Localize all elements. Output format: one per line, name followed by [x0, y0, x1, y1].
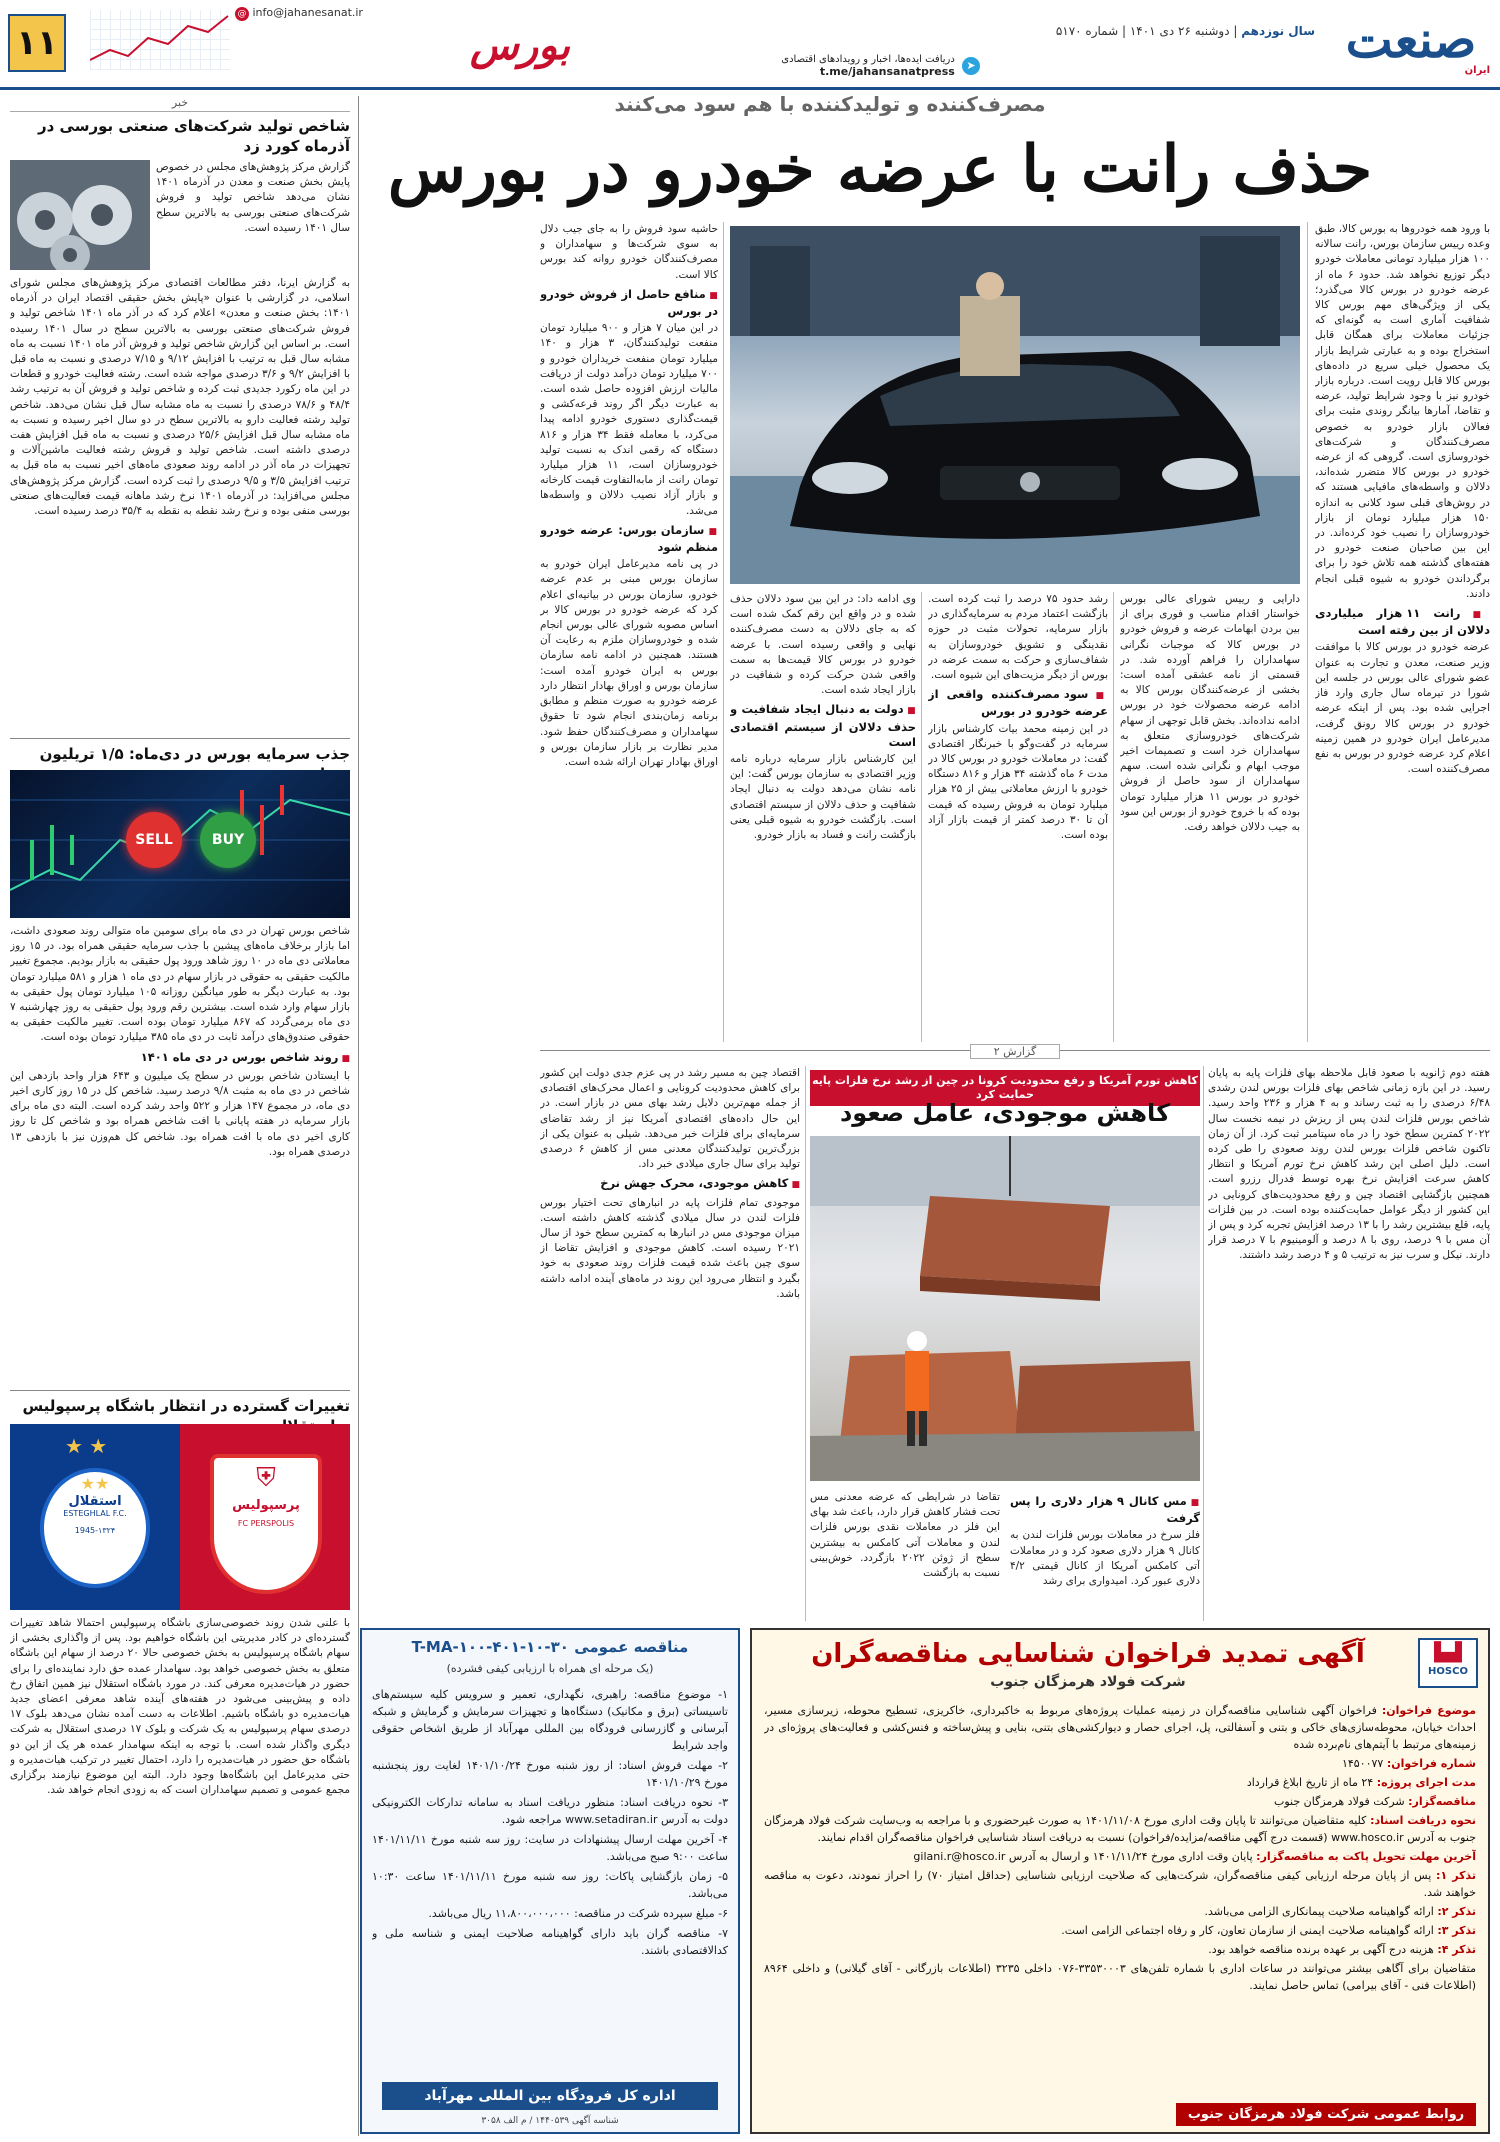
car-illustration: [730, 226, 1300, 584]
airport-item: ۴- آخرین مهلت ارسال پیشنهادات در سایت: روز سه شنبه مورخ ۱۴۰۱/۱۱/۱۱ ساعت ۹:۰۰ صبح می‌باشد.: [372, 1833, 728, 1863]
main-col-4: وی ادامه داد: در این بین سود دلالان حذف شده و در واقع این رقم کمک شده است که به جای دلالان به دست مصرف‌کننده نهایی و واقعی رسیده است. با عرضه خودرو در بورس کالا قیمت‌ها به سمت واقعی شدن حرکت کرده و شفافیت در بازار ایجاد شده است. ■ دولت به دنبال ایجاد شفافیت و حذف دلالان از سیستم اقتصادی است این کارشناس بازار سرمایه درباره نامه وزیر اقتصادی به سازمان بورس گفت: این نامه نشان می‌دهد دولت به دنبال ایجاد شفافیت و حذف دلالان از سیستم اقتصادی است. بازگشت خودرو به شیوه قبلی یعنی بازگشت رانت و فساد به بازار خودرو.: [730, 592, 916, 1042]
logo-text: صنعت: [1345, 10, 1477, 69]
main-col5-subhead-1: ■ منافع حاصل از فروش خودرو در بورس: [540, 287, 718, 319]
airport-item: ۲- مهلت فروش اسناد: از روز شنبه مورخ ۱۴۰۱/۱۰/۲۴ لغایت روز پنجشنبه مورخ ۱۴۰۱/۱۰/۲۹: [372, 1759, 728, 1789]
report-caption-1: ■ مس کانال ۹ هزار دلاری را پس گرفت فلز سرخ در معاملات بورس فلزات لندن به کانال ۹ هزار دلاری صعود کرد و در معاملات آتی کامکس آمریکا از کانال قیمتی ۴/۲ دلاری عبور کرد. امیدواری برای رشد: [1010, 1490, 1200, 1620]
sidebar-story1-lead: گزارش مرکز پژوهش‌های مجلس در خصوص پایش بخش صنعت و معدن در آذرماه ۱۴۰۱ نشان می‌دهد شاخص تولید و فروش شرکت‌های صنعتی بورسی به بالاترین سطح سال ۱۴۰۱ رسیده است.: [156, 161, 350, 234]
telegram-block[interactable]: [781, 54, 980, 78]
sidebar-story1-body: به گزارش ایرنا، دفتر مطالعات اقتصادی مرکز پژوهش‌های مجلس شورای اسلامی، در گزارشی با عنوان «پایش بخش حقیقی اقتصاد ایران در آذرماه ۱۴۰۱: بخش صنعت و معدن» اعلام کرد که در آذر ماه ۱۴۰۱ شاخص تولید و فروش شرکت‌های صنعتی بورسی به بالاترین سطح در سال ۱۴۰۱ رسیده است. بر اساس این گزارش شاخص تولید و فروش آذر ماه ۱۴۰۱ نسبت به ماه مشابه سال قبل به ترتیب با افزایش ۹/۱۲ و ۷/۱۵ درصدی و نسبت به ماه قبل با افزایش ۹/۲ و ۳/۶ درصدی مواجه شده است. رشته فعالیت خودرو و قطعات در این ماه رکورد جدیدی ثبت کرده و شاخص تولید و فروش آن به ترتیب رشد ۴۸/۴ و ۷۸/۶ درصدی را نسبت به ماه مشابه سال قبل نشان می‌دهد. شاخص تولید رشته فعالیت دارو به بالاترین سطح در دو سال اخیر رسیده و نسبت به ماه مشابه سال قبل افزایش ۲۵/۶ درصدی و نسبت به ماه قبل افزایش هفت درصدی داشته است. شاخص تولید و فروش رشته فعالیت ماشین‌آلات و تجهیزات در ماه آذر در ادامه روند صعودی ماه‌های اخیر نسبت به ماه قبل به ترتیب افزایش ۳/۵ و ۹/۵ درصدی را ثبت کرده است. گزارش مرکز پژوهش‌های مجلس می‌افزاید: در آذرماه ۱۴۰۱ نرخ رشد ماهانه قیمت فعالیت‌های صنعتی بورسی منفی بوده و نرخ رشد نقطه به نقطه به ۳۵/۴ درصد رسیده است.: [10, 277, 350, 518]
logo: [1336, 10, 1490, 76]
hosco-footer: روابط عمومی شرکت فولاد هرمزگان جنوب: [1176, 2103, 1476, 2126]
sidebar-story3-body: با علنی شدن روند خصوصی‌سازی باشگاه پرسپولیس احتمالا شاهد تغییرات گسترده‌ای در کادر مدیریتی این باشگاه خواهیم بود. پس از واگذاری بخشی از سهام باشگاه پرسپولیس به بخش خصوصی حالا ۲۰ درصد از سهام این باشگاه متعلق به بخش خصوصی خواهد بود. سهامدار عمده حق دارد نماینده‌ای را برای حضور در هیات‌مدیره معرفی کند. در مورد باشگاه استقلال نیز همین اتفاق رخ داده و پیش‌بینی می‌شود در هفته‌های آینده شاهد معرفی اعضای جدید هیات‌مدیره دو باشگاه باشیم. اطلاعات به دست آمده نشان می‌دهد بلوک ۱۷ درصدی سهام پرسپولیس به یک شرکت و بلوک ۱۷ درصدی استقلال به شرکت دیگری واگذار شده است. با توجه به اینکه سهامدار عمده هر یک از این دو باشگاه حق حضور در هیات‌مدیره را دارد، احتمال تغییر در ترکیب هیات‌مدیره و حتی مدیرعامل این باشگاه‌ها وجود دارد. البته این موضوع نیازمند برگزاری مجمع عمومی و تصمیم سهامداران است که به زودی انجام خواهد شد.: [10, 1617, 350, 1797]
chart-decoration: [90, 10, 230, 70]
steel-coils-illustration: [10, 160, 150, 270]
hosco-body: [764, 1702, 1476, 2052]
report-col-2: اقتصاد چین به مسیر رشد در پی عزم جدی دولت این کشور برای کاهش محدودیت کرونایی و اعمال محرک‌های اقتصادی از جمله مهم‌ترین دلایل رشد بهای مس در بازار است. در این حال داده‌های اقتصادی آمریکا نیز از رشد تقاضای سرمایه‌ای برای فلزات خبر می‌دهد. شیلی به عنوان یکی از بزرگ‌ترین تولیدکنندگان معدنی مس از کاهش ۶ درصدی تولید برای سال جاری میلادی خبر داد. ■ کاهش موجودی، محرک جهش نرخ موجودی تمام فلزات پایه در انبارهای تحت اختیار بورس فلزات لندن در سال میلادی گذشته کاهش داشته است. میزان موجودی مس در انبارها به کمترین سطح خود از سال ۲۰۲۱ رسیده است. کاهش موجودی و افزایش تقاضا از سوی چین باعث شده قیمت فلزات روند صعودی به خود بگیرد و انتظار می‌رود این روند در ماه‌های آینده ادامه داشته باشد.: [540, 1066, 800, 1621]
hosco-item: تذکر ۴: هزینه درج آگهی بر عهده برنده مناقصه خواهد بود.: [1208, 1943, 1476, 1956]
main-col-3: رشد حدود ۷۵ درصد را ثبت کرده است. بازگشت اعتماد مردم به سرمایه‌گذاری در بازار سرمایه، تحولات مثبت در حوزه نقدینگی و تشویق خودروسازان به شفاف‌سازی و حرکت به سمت عرضه در بورس از دیگر مزیت‌های این شیوه است. ■ سود مصرف‌کننده واقعی از عرضه خودرو در بورس در این زمینه محمد بیات کارشناس بازار سرمایه در گفت‌وگو با خبرنگار اقتصادی گفت: در معاملات خودرو در بورس کالا در مدت ۶ ماه گذشته ۳۴ هزار و ۸۱۶ دستگاه خودرو با ارزش معاملاتی بیش از ۲۵ هزار میلیارد تومان به فروش رسیده که قیمت آن تا ۳۰ درصد کمتر از قیمت بازار آزاد بوده است.: [928, 592, 1108, 1042]
report-kicker: کاهش تورم آمریکا و رفع محدودیت کرونا در چین از رشد نرخ فلزات پایه حمایت کرد: [810, 1070, 1200, 1106]
page-number: ۱۱: [8, 14, 66, 72]
main-col4-subhead: ■ دولت به دنبال ایجاد شفافیت و حذف دلالان از سیستم اقتصادی است: [730, 702, 916, 750]
hosco-item: مدت اجرای پروژه: ۲۴ ماه از تاریخ ابلاغ قرارداد: [1246, 1776, 1476, 1789]
airport-subtitle: (یک مرحله ای همراه با ارزیابی کیفی فشرده): [446, 1662, 654, 1675]
hosco-item: آخرین مهلت تحویل پاکت به مناقصه‌گزار: پایان وقت اداری مورخ ۱۴۰۱/۱۱/۲۴ و ارسال به آدرس gilani.r@hosco.ir: [913, 1850, 1476, 1863]
airport-item: ۳- نحوه دریافت اسناد: منظور دریافت اسناد به سامانه تدارکات الکترونیکی دولت به آدرس www.setadiran.ir مراجعه شود.: [372, 1796, 728, 1826]
airport-item: ۷- مناقصه گران باید دارای گواهینامه صلاحیت ایمنی و شناسه ملی و کدالاقتصادی باشند.: [372, 1927, 728, 1957]
issue-info: سال نوزدهم | دوشنبه ۲۶ دی ۱۴۰۱ | شماره ۵۱۷۰: [1055, 24, 1315, 38]
sell-button-graphic: SELL: [126, 812, 182, 868]
main-kicker: مصرف‌کننده و تولیدکننده با هم سود می‌کنند: [614, 92, 1046, 116]
hosco-contact: متقاضیان برای آگاهی بیشتر می‌توانند در ساعات اداری با شماره تلفن‌های ۳۳۵۳۰۰۰۳-۰۷۶ داخلی ۳۲۳۵ (اطلاعات بازرگانی - آقای گیلانی) و داخلی ۸۹۶۴ (اطلاعات فنی - آقای بیرامی) تماس حاصل نمایند.: [764, 1962, 1476, 1992]
issue-date: دوشنبه ۲۶ دی ۱۴۰۱: [1129, 24, 1230, 38]
car-photo: [730, 226, 1300, 584]
hosco-title: آگهی تمدید فراخوان شناسایی مناقصه‌گران: [811, 1639, 1365, 1669]
football-badges-photo: [10, 1424, 350, 1610]
hosco-item: مناقصه‌گزار: شرکت فولاد هرمزگان جنوب: [1274, 1795, 1476, 1808]
hosco-item: تذکر ۳: ارائه گواهینامه صلاحیت ایمنی از سازمان تعاون، کار و رفاه اجتماعی الزامی است.: [1061, 1924, 1476, 1937]
factory-icon: ▟▙: [1434, 1642, 1462, 1663]
airport-footnote: شناسه آگهی ۱۴۴۰۵۳۹ / م الف ۳۰۵۸: [481, 2116, 619, 2126]
main-col3-subhead: ■ سود مصرف‌کننده واقعی از عرضه خودرو در بورس: [928, 687, 1108, 719]
sidebar-story3-headline: تغییرات گسترده در انتظار باشگاه پرسپولیس: [22, 1397, 350, 1415]
report-col-1: هفته دوم ژانویه با صعود قابل ملاحظه بهای فلزات پایه به پایان رسید. در این بازه زمانی شاخص بهای فلزات بورس لندن رشدی ۶/۴۸ درصدی را به ثبت رساند و به ۴ هزار و ۲۳۶ واحد رسید. شاخص بورس فلزات لندن پس از ریزش در نیمه نخست سال ۲۰۲۲ کمترین سطح خود را در ماه سپتامبر ثبت کرد. از آن زمان تاکنون شاخص فلزات بورس لندن روند صعودی را طی کرده است. دلیل اصلی این رشد کاهش نرخ تورم آمریکا و انتظار کاهش سرعت افزایش نرخ بهره توسط فدرال رزرو است. همچنین بازگشایی اقتصاد چین و رفع محدودیت‌های کرونایی در این کشور از دیگر عوامل حمایت‌کننده بوده است. در بین فلزات پایه، قلع بیشترین رشد را با ۱۳ درصد افزایش تجربه کرد و پس از آن مس با ۹ درصد، روی با ۸ درصد و آلومینیوم با ۷ درصد قرار دارند. نیکل و سرب نیز به ترتیب ۵ و ۴ درصد رشد داشتند.: [1208, 1067, 1490, 1262]
report-caption-2: تقاضا در شرایطی که عرضه معدنی مس تحت فشار کاهش قرار دارد، باعث شد بهای این فلز در معاملات نقدی بورس فلزات لندن و معاملات آتی کامکس به بیشترین سطح از ژوئن ۲۰۲۲ بازگردد. خوش‌بینی نسبت به بازگشت: [810, 1491, 1000, 1580]
airport-item: ۵- زمان بازگشایی پاکات: روز سه شنبه مورخ ۱۴۰۱/۱۱/۱۱ ساعت ۱۰:۳۰ می‌باشد.: [372, 1870, 728, 1900]
logo-sub: ایران: [1464, 65, 1490, 76]
report-col2-subhead: ■ کاهش موجودی، محرک جهش نرخ: [540, 1176, 800, 1193]
perspolis-badge: ⛨ پرسپولیس FC PERSPOLIS: [210, 1454, 322, 1594]
email-icon: @: [235, 7, 249, 21]
report-headline: کاهش موجودی، عامل صعود: [839, 1099, 1171, 1127]
sidebar-tag: خبر: [10, 96, 350, 112]
telegram-url[interactable]: t.me/jahansanatpress: [819, 65, 955, 78]
report-caption-title: ■ مس کانال ۹ هزار دلاری را پس گرفت: [1010, 1494, 1200, 1526]
airport-body: [372, 1686, 728, 2076]
airport-footer: اداره کل فرودگاه بین المللی مهرآباد: [382, 2082, 718, 2110]
hosco-item: شماره فراخوان: ۱۴۵۰۰۷۷: [1341, 1757, 1476, 1770]
star-icon: ★★: [80, 1474, 110, 1493]
masthead: [0, 0, 1500, 90]
trend-line-icon: [90, 10, 230, 70]
airport-item: ۱- موضوع مناقصه: راهبری، نگهداری، تعمیر و سرویس کلیه سیستم‌های تاسیساتی (برق و مکانیک) دستگاه‌ها و تجهیزات سرمایش و گرمایش و شبکه آبرسانی و گازرسانی فرودگاه بین المللی مهرآباد از طریق اشخاص حقوقی واجد شرایط: [372, 1688, 728, 1752]
telegram-label: دریافت ایده‌ها، اخبار و رویدادهای اقتصادی: [781, 54, 955, 65]
email[interactable]: @ info@jahanesanat.ir: [235, 6, 363, 21]
crest-icon: ⛨: [256, 1463, 276, 1493]
hosco-item: تذکر ۲: ارائه گواهینامه صلاحیت پیمانکاری الزامی می‌باشد.: [1204, 1905, 1476, 1918]
sidebar-story2-subhead: ■ روند شاخص بورس در دی ماه ۱۴۰۱: [10, 1050, 350, 1067]
buy-button-graphic: BUY: [200, 812, 256, 868]
hosco-item: تذکر ۱: پس از پایان مرحله ارزیابی کیفی مناقصه‌گران، شرکت‌هایی که صلاحیت ارزیابی شناسایی (حداقل امتیاز ۷۰) را احراز نمودند، دعوت به مناقصه خواهند شد.: [764, 1869, 1476, 1899]
hosco-ad: [750, 1628, 1490, 2134]
main-headline: حذف رانت با عرضه خودرو در بورس: [387, 132, 1373, 207]
main-col-2: دارایی و رییس شورای عالی بورس خواستار اقدام مناسب و فوری برای از بین بردن ابهامات عرضه و فروش خودرو در بورس کالا که موجبات نگرانی سهامداران را فراهم آورده شد. در قسمتی از نامه عشقی آمده است: بخشی از عرضه‌کنندگان بورس کالا به ادامه عرضه محصولات خود در بورس ادامه نداده‌اند. بخش قابل توجهی از سهام شرکت‌های خودروسازی متعلق به سهامداران خرد است و تصمیمات اخیر موجب ابهام و نگرانی شده است. سهم سهامداران از سود حاصل از فروش خودرو در بورس ۱۱ هزار میلیارد تومان بوده که با خروج خودرو از بورس این سود به جیب دلالان خواهد رفت.: [1120, 593, 1300, 834]
buy-sell-photo: [10, 770, 350, 918]
hosco-item: موضوع فراخوان: فراخوان آگهی شناسایی مناقصه‌گران در زمینه عملیات پروژه‌های مربوط به خاکبرداری، خاکریزی، تسطیح محوطه، زیرسازی مسیر، احداث خیابان، محوطه‌سازی‌های خاکی و بتنی و آسفالتی، پل، اجرای حصار و دیوارکشی‌های بتنی، بنایی و پیش‌ساخته و فنس‌کشی و فعالیت‌های پروژه‌ای در زمینه‌های مرتبط با آیتم‌های نام‌برده شده: [764, 1704, 1476, 1751]
hosco-logo: ▟▙ HOSCO: [1418, 1638, 1478, 1688]
airport-title: مناقصه عمومی ۳۰-۱۰-۴۰۱-۱۰۰-T-MA: [411, 1638, 689, 1656]
report-tag: گزارش ۲: [970, 1044, 1060, 1059]
hosco-item: نحوه دریافت اسناد: کلیه متقاضیان می‌توانند تا پایان وقت اداری مورخ ۱۴۰۱/۱۱/۰۸ به صورت غیرحضوری و با مراجعه به وب‌سایت شرکت فولاد هرمزگان جنوب به آدرس www.hosco.ir (قسمت درج آگهی مناقصه/مزایده/فراخوان) نسبت به دریافت اسناد شناسایی فراخوان مناقصه‌گران اقدام نمایند.: [764, 1814, 1476, 1844]
main-col-5: حاشیه سود فروش را به جای جیب دلال به سوی شرکت‌ها و سهامداران و مصرف‌کنندگان خودرو روانه کند بورس کالا است. ■ منافع حاصل از فروش خودرو در بورس در این میان ۷ هزار و ۹۰۰ میلیارد تومان منفعت تولیدکنندگان، ۳ هزار و ۱۴۰ میلیارد تومان منفعت خریداران خودرو و ۷۰۰ میلیارد تومان درآمد دولت از دریافت مالیات ارزش افزوده حاصل شده است. به عبارت دیگر اگر روند قرعه‌کشی و قیمت‌گذاری دستوری خودرو ادامه پیدا می‌کرد، با معامله فقط ۳۴ هزار و ۸۱۶ دستگاه که رقمی اندک به نسبت تولید خودروسازان است، ۱۱ هزار میلیارد تومان رانت از مابه‌التفاوت قیمت کارخانه و بازار آزاد نصیب دلالان و واسطه‌ها می‌شد. ■ سازمان بورس: عرضه خودرو منظم شود در پی نامه مدیرعامل ایران خودرو به سازمان بورس مبنی بر عدم عرضه خودرو، سازمان بورس در بیانیه‌ای اعلام کرد که عرضه خودرو در بورس کالا بر اساس مصوبه شورای عالی بورس انجام شده و خودروسازان ملزم به رعایت آن هستند. همچنین در ادامه نامه سازمان بورس به ایران خودرو آمده است: سازمان بورس و اوراق بهادار انتظار دارد عرضه خودرو به صورت منظم و مطابق برنامه زمان‌بندی انجام شود تا حقوق سهامداران و مصرف‌کنندگان حفظ شود. مدیر نظارت بر بازار سازمان بورس و اوراق بهادار تهران ارائه شده است.: [540, 222, 718, 1042]
telegram-icon: ➤: [962, 57, 980, 75]
sidebar-story1-headline: شاخص تولید شرکت‌های صنعتی بورسی در آذرماه کورد زد: [37, 117, 350, 155]
main-col1-subhead: ■ رانت ۱۱ هزار میلیاردی دلالان از بین رفته است: [1315, 606, 1490, 638]
esteghlal-badge: ★★ استقلال ESTEGHLAL F.C. 1945-۱۳۲۴: [40, 1468, 150, 1588]
hosco-company: شرکت فولاد هرمزگان جنوب: [990, 1674, 1186, 1690]
main-col5-subhead-2: ■ سازمان بورس: عرضه خودرو منظم شود: [540, 523, 718, 555]
main-col-1: با ورود همه خودروها به بورس کالا، طبق وعده رییس سازمان بورس، رانت سالانه ۱۰۰ هزار میلیارد تومانی معاملات خودرو دیگر توزیع نخواهد شد. حدود ۶ ماه از عرضه خودرو در بورس کالا می‌گذرد؛ یکی از ویژگی‌های مهم بورس کالا شفافیت آماری است به گونه‌ای که جزئیات معاملات برای همگان قابل استخراج بوده و به عبارتی شرایط بازار یک محصول خیلی سریع در داده‌های بورس کالا قابل رویت است. درباره بازار خودرو نیز با وجود شرایط تولید، عرضه و تقاضا، آمارها بیانگر روندی مثبت برای فعالان بازار خودرو به خصوص مصرف‌کنندگان و شرکت‌های خودروسازی است. گروهی که از عرضه خودرو در بورس کالا متضرر شده‌اند، دلالان و واسطه‌های مافیایی هستند که در روش‌های قبلی سود کلانی به اندازه ۱۵۰ هزار میلیارد تومان از بازار خودروسازان را نصیب خود کرده‌اند. در این بین صاحبان صنعت خودرو در هفته‌های گذشته همه تلاش خود را برای برگرداندن خودرو به شیوه قبلی انجام دادند. ■ رانت ۱۱ هزار میلیاردی دلالان از بین رفته است عرضه خودرو در بورس کالا با موافقت وزیر صنعت، معدن و تجارت به عنوان عضو شورای عالی بورس در جلسه این شورا در تیرماه سال جاری وارد فاز اجرایی شده بود. پس از اینکه عرضه خودرو در بورس کالا رونق گرفت، مدیرعامل ایران خودرو در همین زمینه اعلام کرد عرضه خودرو در بورس به نفع مصرف‌کننده است.: [1315, 222, 1490, 1042]
copper-photo: [810, 1136, 1200, 1481]
sidebar-story2-headline: جذب سرمایه بورس در دی‌ماه: ۱/۵ تریلیون: [39, 745, 350, 763]
sidebar-story2-body: شاخص بورس تهران در دی ماه برای سومین ماه متوالی روند صعودی داشت، اما بازار برخلاف ماه‌های پیشین با جذب سرمایه حقیقی همراه بود. در ۱۵ روز معاملاتی دی ماه در ۱۰ روز شاهد ورود پول حقیقی به بازار بودیم. مجموع تغییر مالکیت حقیقی به حقوقی در بازار سهام در دی ماه ۱ هزار و ۵۸۱ میلیارد تومان بود. به عبارت دیگر به طور میانگین روزانه ۱۰۵ میلیارد تومان پول حقیقی به بازار سهام وارد شده است. بیشترین رقم ورود پول حقیقی به روز چهارشنبه ۷ دی ماه برمی‌گردد که ۸۶۷ میلیارد تومان بوده است. تغییر مالکیت حقیقی به حقوقی صندوق‌های درآمد ثابت در دی ماه ۳۸۵ میلیارد تومان بوده است. ■ روند شاخص بورس در دی ماه ۱۴۰۱ با ایستادن شاخص بورس در سطح یک میلیون و ۶۴۳ هزار واحد بازدهی این شاخص در دی ماه به مثبت ۹/۸ درصد رسید. شاخص کل در ۱۵ روز کاری اخیر دی ماه، در مجموع ۱۴۷ هزار و ۵۲۲ واحد رشد کرده است. البته دی ماه برای بازار سرمایه در هفته پایانی با افت شاخص همراه بود و شاخص کل تا روز کاری اخیر دی ماه با افت همراه بود. شاخص کل هم‌وزن نیز با بازدهی ۱۳ درصدی همراه بود.: [10, 924, 350, 1384]
steel-coils-photo: [10, 160, 150, 270]
issue-number: شماره ۵۱۷۰: [1055, 24, 1119, 38]
year-label: سال نوزدهم: [1241, 24, 1315, 38]
airport-item: ۶- مبلغ سپرده شرکت در مناقصه: ۱۱،۸۰۰،۰۰۰،۰۰۰ ریال می‌باشد.: [428, 1907, 728, 1920]
esteghlal-stars-icon: ★ ★: [65, 1434, 108, 1458]
copper-illustration: [810, 1136, 1200, 1481]
section-title: بورس: [470, 22, 570, 69]
airport-ad: [360, 1628, 740, 2134]
